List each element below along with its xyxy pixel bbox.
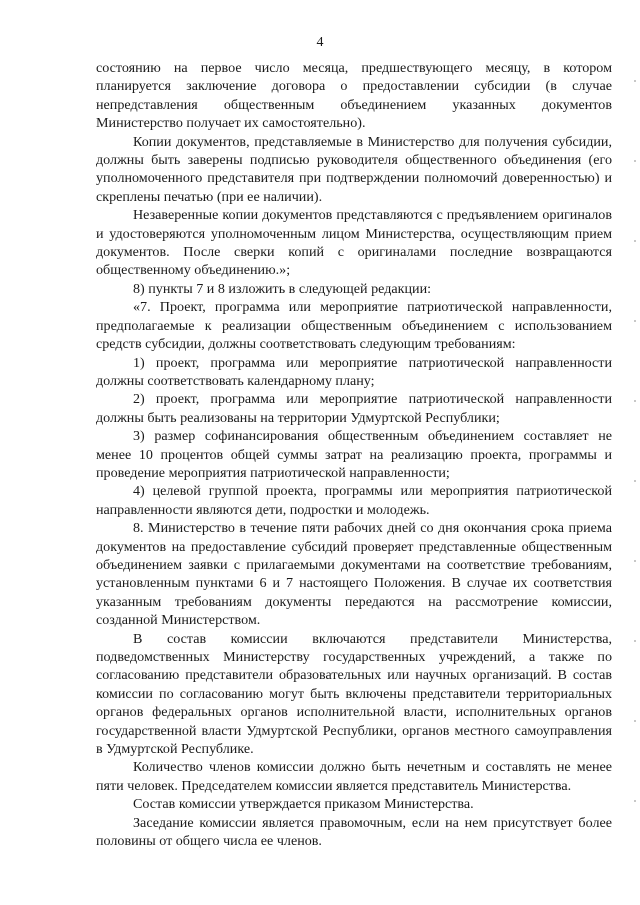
list-item-4: 4) целевой группой проекта, программы или мероприятия патриотической направленности являются дети, подростки и молодежь.	[96, 483, 612, 518]
scan-mark	[634, 480, 636, 482]
document-body	[96, 59, 612, 850]
scan-mark	[634, 240, 636, 242]
scan-mark	[634, 320, 636, 322]
list-item-3: 3) размер софинансирования общественным объединением составляет не менее 10 процентов общей суммы затрат на реализацию проекта, программы и проведение мероприятия патриотической направленности;	[96, 428, 612, 481]
paragraph-4: 8) пункты 7 и 8 изложить в следующей редакции:	[133, 280, 432, 297]
paragraph-5: «7. Проект, программа или мероприятие патриотической направленности, предполагаемые к реализации общественным объединением с использованием средств субсидии, должны соответствовать следующим требованиям:	[96, 299, 612, 353]
paragraph-3: Незаверенные копии документов представляются с предъявлением оригиналов и удостоверяются уполномоченным лицом Министерства, осуществляющим прием документов. После сверки копий с оригиналами последние возвращаются общественному объединению.»;	[96, 207, 612, 279]
paragraph-9: Состав комиссии утверждается приказом Министерства.	[133, 796, 474, 813]
paragraph-1: состоянию на первое число месяца, предшествующего месяцу, в котором планируется заключение договора о предоставлении субсидии (в случае непредставления общественным объединением указанных документов Министерство получает их самостоятельно).	[96, 60, 612, 132]
paragraph-6: 8. Министерство в течение пяти рабочих дней со дня окончания срока приема документов на предоставление субсидий проверяет представленные общественным объединением заявки с прилагаемыми документами на соответствие требованиям, установленным пунктами 6 и 7 настоящего Положения. В случае их соответствия указанным требованиям документы передаются на рассмотрение комиссии, созданной Министерством.	[96, 520, 612, 629]
scan-mark	[634, 640, 636, 642]
paragraph-7: В состав комиссии включаются представители Министерства, подведомственных Министерству государственных учреждений, а также по согласованию представители образовательных или научных организаций. В состав комиссии по согласованию могут быть включены представители территориальных органов федеральных органов исполнительной власти, исполнительных органов государственной власти Удмуртской Республики, органов местного самоуправления в Удмуртской Республике.	[96, 630, 612, 758]
page-number: 4	[316, 35, 324, 50]
paragraph-2: Копии документов, представляемые в Министерство для получения субсидии, должны быть заверены подписью руководителя общественного объединения (его уполномоченного представителя при подтверждении полномочий доверенностью) и скреплены печатью (при ее наличии).	[96, 133, 612, 205]
scan-mark	[634, 800, 636, 802]
scan-mark	[634, 560, 636, 562]
scan-mark	[634, 720, 636, 722]
paragraph-10: Заседание комиссии является правомочным, если на нем присутствует более половины от общего числа ее членов.	[96, 814, 612, 850]
scan-mark	[634, 80, 636, 82]
paragraph-8: Количество членов комиссии должно быть нечетным и составлять не менее пяти человек. Председателем комиссии является представитель Министерства.	[96, 759, 612, 794]
scan-mark	[634, 160, 636, 162]
list-item-1: 1) проект, программа или мероприятие патриотической направленности должны соответствовать календарному плану;	[96, 354, 612, 389]
scan-mark	[634, 400, 636, 402]
list-item-2: 2) проект, программа или мероприятие патриотической направленности должны быть реализованы на территории Удмуртской Республики;	[96, 391, 612, 426]
